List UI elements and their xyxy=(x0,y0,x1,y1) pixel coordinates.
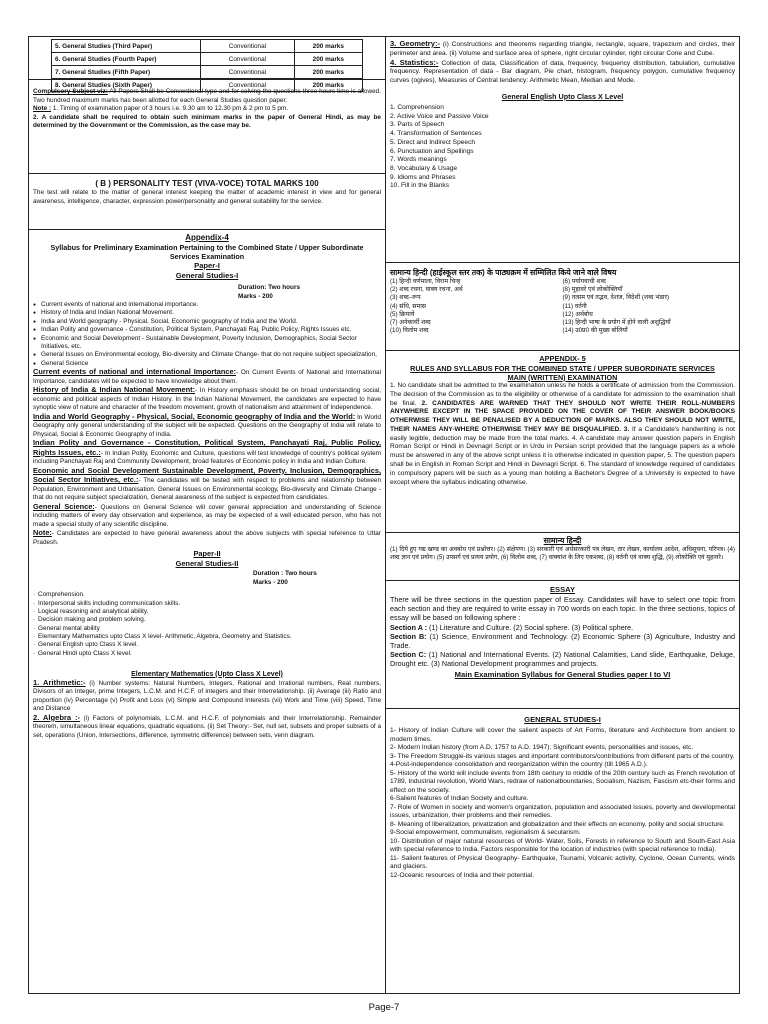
hindi-topic-grid xyxy=(390,278,735,335)
algebra-label: 2. Algebra :- xyxy=(33,712,81,722)
section-b-label: Section B: xyxy=(390,631,427,641)
appendix4-heading: Appendix-4 xyxy=(185,233,229,242)
arithmetic-label: 1. Arithmetic:- xyxy=(33,677,86,687)
gs1-heading: General Studies-I xyxy=(175,270,239,280)
duration-1: Duration: Two hours xyxy=(238,284,301,291)
paper2-topic-item: · Comprehension. xyxy=(33,591,381,599)
paper2-topic-item: · General Hindi upto Class X level. xyxy=(33,650,381,658)
gs1-detail-para xyxy=(33,368,381,386)
gs1-detail-text: - In Indian Polity, Economic and Culture, questions will test knowledge of country's political system including Panchayati Raj and Community Development, broad features of Economic policy in India and Indian Culture. xyxy=(33,449,382,466)
paper-marks: 200 marks xyxy=(294,79,362,92)
english-topic-item: 2. Active Voice and Passive Voice xyxy=(390,112,489,120)
gs1-detail-head: India and World Geography - Physical, Social, Economic geography of India and the World: xyxy=(33,411,356,421)
appendix5-section xyxy=(386,351,739,533)
gs1-main-item: 6-Salient features of Indian Society and culture. xyxy=(390,795,529,802)
gs1-detail-para xyxy=(33,439,381,467)
geometry-label: 3. Geometry:- xyxy=(390,39,441,48)
paper1-heading: Paper-I xyxy=(194,261,220,270)
hindi-topic-item: (3) शब्द–रूप xyxy=(390,294,421,302)
gs1-main-item: 7- Role of Women in society and women's organization, population and associated issues, poverty and developmental issues, urbanization, their problems and their remedies. xyxy=(390,803,735,819)
duration-2: Duration : Two hours xyxy=(253,570,317,578)
right-column xyxy=(386,37,739,993)
hindi-topic-item: (11) वर्तनी xyxy=(562,302,587,310)
english-topic-item: 7. Words meanings xyxy=(390,156,447,164)
hindi-topic-item: (4) संधि, समास xyxy=(390,302,426,310)
gs1-topic-item: ● India and World geography - Physical, Social, Economic geography of India and the World. xyxy=(33,318,381,326)
appendix5-title: RULES AND SYLLABUS FOR THE COMBINED STATE / UPPER SUBORDINATE SERVICES MAIN (WRITTEN) EXAMINATION xyxy=(410,363,715,382)
hindi-section xyxy=(386,263,739,351)
english-topic-list xyxy=(390,104,735,191)
paper2-topic-list xyxy=(33,591,381,657)
note-2: 2. A candidate shall be required to obtain such minimum marks in the paper of General Hindi, as may be determined by the Government or the Commission, as the case may be. xyxy=(33,113,381,129)
compulsory-section xyxy=(29,80,385,174)
paper2-topic-item: · General English upto Class X level. xyxy=(33,641,381,649)
paper-type: Conventional xyxy=(201,53,294,66)
hindi-topic-item: (12) अर्थबोध xyxy=(562,310,593,318)
gs1-main-list xyxy=(390,727,735,880)
statistics-label: 4. Statistics:- xyxy=(390,57,439,67)
paper2-topic-item: · Logical reasoning and analytical ability. xyxy=(33,608,381,616)
gs1-topic-item: ● History of India and Indian National Movement. xyxy=(33,309,381,317)
gs1-detail-head: Note: xyxy=(33,528,52,538)
gs1-main-item: 8- Meaning of liberalization, privatization and globalization and their effects on economy, polity and social structure. xyxy=(390,820,725,828)
english-topic-item: 1. Comprehension xyxy=(390,103,444,111)
appendix5-warning: 2. CANDIDATES ARE WARNED THAT THEY SHOULD NOT WRITE THEIR ROLL-NUMBERS ANYWHERE EXCEPT IN THE SPACE PROVIDED ON THE COVER OF THEIR ANSWER BOOK/BOOKS OTHERWISE THEY WILL BE PENALISED BY A DEDUCTION OF MARKS. ALSO THEY SHOULD NOT WRITE, THEIR NAMES ANY-WHERE OTHERWISE THEY MAY BE DISQUALIFIED. 3. xyxy=(390,399,735,433)
english-topic-item: 9. Idioms and Phrases xyxy=(390,173,456,181)
english-topic-item: 3. Parts of Speech xyxy=(390,121,445,129)
marks-2: Marks - 200 xyxy=(253,578,288,586)
personality-section xyxy=(29,174,385,230)
statistics-text: Collection of data, Classification of data, frequency, frequency distribution, tabulation, cumulative frequency. Representation of data - Bar diagram, Pie chart, histogram, frequency polygon, cumulative frequency curves (ogives), Measures of Central tendency: Arithmetic Mean, Median and Mode. xyxy=(390,59,736,85)
note-1: 1. Timing of examination paper of 3 hours i.e. 9.30 am to 12.30 pm & 2 pm to 5 pm. xyxy=(51,105,289,112)
personality-heading: ( B ) PERSONALITY TEST (VIVA-VOCE) TOTAL MARKS 100 xyxy=(95,179,319,188)
gs1-detail-para xyxy=(33,386,381,413)
section-c-label: Section C: xyxy=(390,650,427,660)
paper2-heading: Paper-II xyxy=(193,549,221,559)
gs1-detail-text: - Candidates are expected to have general awareness about the above subjects with special reference to Uttar Pradesh. xyxy=(33,530,381,546)
hindi-topic-item: (8) मुहावरे एवं लोकोक्तियाँ xyxy=(562,286,623,294)
english-topic-item: 10. Fill in the Blanks xyxy=(390,182,450,190)
essay-heading: ESSAY xyxy=(549,585,576,594)
paper-marks: 200 marks xyxy=(294,40,362,53)
paper2-topic-item: · Elementary Mathematics upto Class X level- Arithmetic, Algebra, Geometry and Statistics. xyxy=(33,633,381,641)
paper-name: 5. General Studies (Third Paper) xyxy=(52,40,201,53)
english-topic-item: 6. Punctuation and Spellings xyxy=(390,147,474,155)
marks-1: Marks - 200 xyxy=(238,293,273,300)
appendix4-section xyxy=(29,230,385,743)
gs1-main-section xyxy=(386,709,739,882)
gs1-detail-head: Economic and Social Development Sustainable Development, Poverty, Inclusion, Demographics, Social Sector Initiatives, etc.: xyxy=(33,465,381,485)
english-topic-item: 8. Vocabulary & Usage xyxy=(390,164,458,172)
hindi-topic-item: (14) उ0प्र0 की मुख्य बोलियाँ xyxy=(562,327,628,335)
papers-table-row xyxy=(52,40,363,53)
gs1-detail-text: - The candidates will be tested with respect to problems and relationship between Population, Environment and Urbanisation. General Issues on Environmental ecology, Bio-diversity and Climate Change - that do not require subject specialization, General awareness of the subject is expected from candidates. xyxy=(33,477,381,502)
hindi-topic-item: (10) विलोम शब्द xyxy=(390,327,429,335)
essay-text: There will be three sections in the question paper of Essay. Candidates will have to select one topic from each section and they are required to write essay in 700 words on each topic. In the three sections, topics of essay will be based on following sphere : xyxy=(390,595,735,623)
gs1-detail-text: In World Geography only general understanding of the subject will be expected. Questions on the Geography of India will relate to Physical, Social & Economic Geography of India. xyxy=(33,413,381,438)
gs1-detail-para xyxy=(33,529,381,547)
papers-table-cell xyxy=(29,37,385,89)
arithmetic-para xyxy=(33,679,381,714)
gs1-main-item: 12-Oceanic resources of India and their potential. xyxy=(390,871,535,879)
gs1-detail-head: Indian Polity and Governance - Constitution, Political System, Panchayati Raj, Public Policy, Rights Issues, etc.: xyxy=(33,438,381,457)
arithmetic-text: (i) Number systems: Natural Numbers, Integers, Rational and Irrational numbers, Real numbers, Divisors of an Integer, prime Integers, L.C.M. and H.C.F. of integers and their Interrelationship. (ii) Average (iii) Ratio and proportion (iv) Percentage (v) Profit and Loss (vi) Simple and Compound Interests (vii) Work and Time (viii) Speed, Time and Distance xyxy=(33,679,382,713)
gs1-detail-head: Current events of national and international Importance: xyxy=(33,367,237,377)
geometry-text: (i) Constructions and theorems regarding triangle, rectangle, square, trapezium and circles, their perimeter and area. (ii) Volume and surface area of sphere, right circular cylinder, right circular Cone and Cube. xyxy=(390,41,736,57)
paper-type: Conventional xyxy=(201,79,294,92)
page-frame xyxy=(28,36,740,994)
gs1-main-item: 11- Salient features of Physical Geography- Earthquake, Tsunami, Volcanic activity, Cyclone, Ocean Currents, winds and glaciers. xyxy=(390,854,735,870)
gs1-detail-text: - On Current Events of National and International Importance, candidates will be expected to have knowledge about them. xyxy=(33,369,381,385)
compulsory-label: Compulsory Subject viz: xyxy=(33,88,108,95)
appendix5-text-a: 1. No candidate shall be admitted to the examination unless he holds a certificate of admission from the Commission. The decision of the Commission as to the eligibility or otherwise of a candidate for admission to the examination shall be final. xyxy=(390,381,735,407)
gs1-topic-item: ● Current events of national and international importance. xyxy=(33,301,381,309)
main-syllabus-heading: Main Examination Syllabus for General Studies paper I to VI xyxy=(454,669,671,679)
gs1-sections xyxy=(33,368,381,547)
gs1-main-item: 9-Social empowerment, communalism, regionalism & secularism. xyxy=(390,829,581,836)
gs1-detail-head: General Science: xyxy=(33,501,95,511)
gs1-main-item: 2- Modern Indian history (from A.D. 1757 to A.D. 1947): Significant events, personalities and issues, etc. xyxy=(390,744,694,751)
paper2-topic-item: · General mental ability xyxy=(33,625,381,633)
papers-table-row xyxy=(52,66,363,79)
hindi-topic-item: (5) क्रियायें xyxy=(390,310,415,318)
gs1-main-item: 4-Post-independence consolidation and reorganization within the country (till 1965 A.D.). xyxy=(390,761,648,768)
algebra-para xyxy=(33,714,381,741)
gs1-main-heading: GENERAL STUDIES-I xyxy=(524,715,601,724)
geometry-stats-english xyxy=(386,37,739,263)
gs1-main-item: 5- History of the world will include events from 18th century to middle of the 20th century such as French revolution of 1789, Industrial revolution, World Wars, redraw of nationalboundaries, Socialism, Nazism, Fascism etc-their forms and effect on the society. xyxy=(390,769,735,794)
gs2-heading: General Studies-II xyxy=(175,558,239,568)
gs1-detail-para xyxy=(33,503,381,530)
algebra-text: (i) Factors of polynomials, L.C.M. and H.C.F. of polynomials and their Interrelationship. Remainder theorem, simultaneous linear equations, quadratic equations. (ii) Set Theory:- Set, null set, subsets and proper subsets of a set, operations (Union, Intersections, difference, symmetric difference) between sets, venn diagram. xyxy=(33,714,382,739)
paper-type: Conventional xyxy=(201,40,294,53)
hindi-topic-item: (9) तत्सम एवं तद्भव, देशज, विदेशी (शब्द भंडार) xyxy=(562,294,670,302)
elementary-maths-heading: Elementary Mathematics (Upto Class X Level) xyxy=(131,670,283,678)
paper-marks: 200 marks xyxy=(294,66,362,79)
paper-name: 6. General Studies (Fourth Paper) xyxy=(52,53,201,66)
gs1-main-item: 10- Distribution of major natural resources of World- Water, Soils, Forests in reference to South and South-East Asia with special reference to India. Factors responsible for the location of industries (with special reference to India). xyxy=(390,837,735,853)
hindi-heading: सामान्य हिन्दी (हाईस्कूल स्तर तक) के पाठ्यक्रम में सम्मिलित किये जाने वाले विषय xyxy=(390,268,617,277)
gs1-main-item: 1- History of Indian Culture will cover the salient aspects of Art Forms, literature and Architecture from ancient to modern times. xyxy=(390,727,735,743)
left-column xyxy=(29,37,386,993)
note-label: Note : xyxy=(33,105,52,112)
gs1-topic-list xyxy=(33,301,381,368)
gs1-detail-para xyxy=(33,413,381,440)
compulsory-text: All Papers Shall be Conventional type and for solving the questions three hours time is allowed. Two hundred maximum marks has been allotted for each General Studies question paper. xyxy=(33,88,381,104)
samanya-text: (1) दिये हुए गद्य खण्ड का अवबोध एवं प्रश्नोत्तर। (2) संक्षेपण। (3) सरकारी एवं अर्धसरकारी पत्र लेखन, तार लेखन, कार्यालय आदेश, अधिसूचना, परिपत्र। (4) शब्द ज्ञान एवं प्रयोग। (5) उपसर्ग एवं प्रत्यय प्रयोग, (6) विलोम शब्द, (7) वाक्यांश के लिए एकशब्द, (8) वर्तनी एवं वाक्य शुद्धि, (9) लोकोक्ति एवं मुहावरे। xyxy=(390,546,735,562)
papers-table-row xyxy=(52,53,363,66)
gs1-topic-item: ● Economic and Social Development - Sustainable Development, Poverty Inclusion, Demographics, Social Sector Initiatives, etc. xyxy=(33,335,381,352)
gs1-detail-para xyxy=(33,467,381,503)
samanya-heading: सामान्य हिन्दी xyxy=(543,536,582,545)
section-a-text: (1) Literature and Culture. (2) Social sphere. (3) Political sphere. xyxy=(427,622,634,632)
paper-name: 7. General Studies (Fifth Paper) xyxy=(52,66,201,79)
gs1-topic-item: ● Indian Polity and governance - Constitution, Political System, Panchayati Raj, Public Policy, Rights Issues etc. xyxy=(33,326,381,334)
gs1-detail-text: - In History emphasis should be on broad understanding social, economic and political aspects of Indian History. In the Indian National Movement, the candidates are expected to have synoptic view of nature and character of the freedom movement, growth of nationalism and attainment of Independence. xyxy=(33,387,381,412)
gs1-detail-text: - Questions on General Science will cover general appreciation and understanding of Science including matters of every day observation and experience, as may be expected of a well educated person, who has not made a special study of any scientific discipline. xyxy=(33,503,381,528)
section-b-text: (1) Science, Environment and Technology. (2) Economic Sphere (3) Agriculture, Industry and Trade. xyxy=(390,631,736,651)
hindi-topic-item: (13) हिन्दी भाषा के प्रयोग में होने वाली अशुद्धियाँ xyxy=(562,319,671,327)
english-topic-item: 5. Direct and Indirect Speech xyxy=(390,138,476,146)
appendix5-heading: APPENDIX- 5 xyxy=(539,354,586,363)
hindi-topic-item: (2) शब्द रचना, वाक्य रचना, अर्थ xyxy=(390,286,463,294)
samanya-hindi-section xyxy=(386,533,739,581)
appendix4-title: Syllabus for Preliminary Examination Pertaining to the Combined State / Upper Subordinate Services Examination xyxy=(50,243,364,261)
paper2-topic-item: · Decision making and problem solving. xyxy=(33,616,381,624)
english-topic-item: 4. Transformation of Sentences xyxy=(390,130,482,138)
appendix5-text-b: If a Candidate's handwriting is not easily legible, deduction may be made from the total marks. 4. A candidate may answer question papers in English Roman Script or Hindi in Devnagri Script or in Urdu in Persian script provided that the language papers as a whole must be answered in any of the above script unless it is otherwise indicated in question paper, 5. The question papers shall be in English in Roman Script and Hindi in Devnagri Script. 6. The standard of knowledge required of candidates in compulsory papers will be such as a young man holding a Bachelor's Degree of a University is expected to have except where the syllabus indicating otherwise. xyxy=(390,425,735,486)
gs1-detail-head: History of India & Indian National Movement: xyxy=(33,385,196,395)
section-c-text: (1) National and International Events. (2) National Calamities, Land slide, Earthquake, Deluge, Drought etc. (3) National Development programmes and projects. xyxy=(390,650,735,669)
essay-section xyxy=(386,581,739,709)
section-a-label: Section A : xyxy=(390,622,428,632)
paper-marks: 200 marks xyxy=(294,53,362,66)
paper-name: 8. General Studies (Sixth Paper) xyxy=(52,79,201,92)
paper-type: Conventional xyxy=(201,66,294,79)
hindi-topic-item: (1) हिन्दी वर्णमाला, विराम चिन्ह xyxy=(390,278,461,285)
personality-text: The test will relate to the matter of general interest keeping the matter of academic interest in view and for general awareness, intelligence, character, expression power/personality and general suitability for the service. xyxy=(33,189,381,205)
gs1-topic-item: ● General Issues on Environmental ecology, Bio-diversity and Climate Change- that do not require subject specialization, xyxy=(33,351,381,359)
english-heading: General English Upto Class X Level xyxy=(501,91,624,101)
hindi-topic-item: (6) पर्यायवाची शब्द xyxy=(562,278,606,285)
hindi-topic-item: (7) अनेकार्थी शब्द xyxy=(390,319,431,327)
page-number: Page-7 xyxy=(368,1002,400,1013)
paper2-topic-item: · Interpersonal skills including communication skills. xyxy=(33,600,381,608)
gs1-main-item: 3- The Freedom Struggle-its various stages and important contributors/contributions from different parts of the country. xyxy=(390,752,735,760)
gs1-topic-item: ● General Science xyxy=(33,360,381,368)
